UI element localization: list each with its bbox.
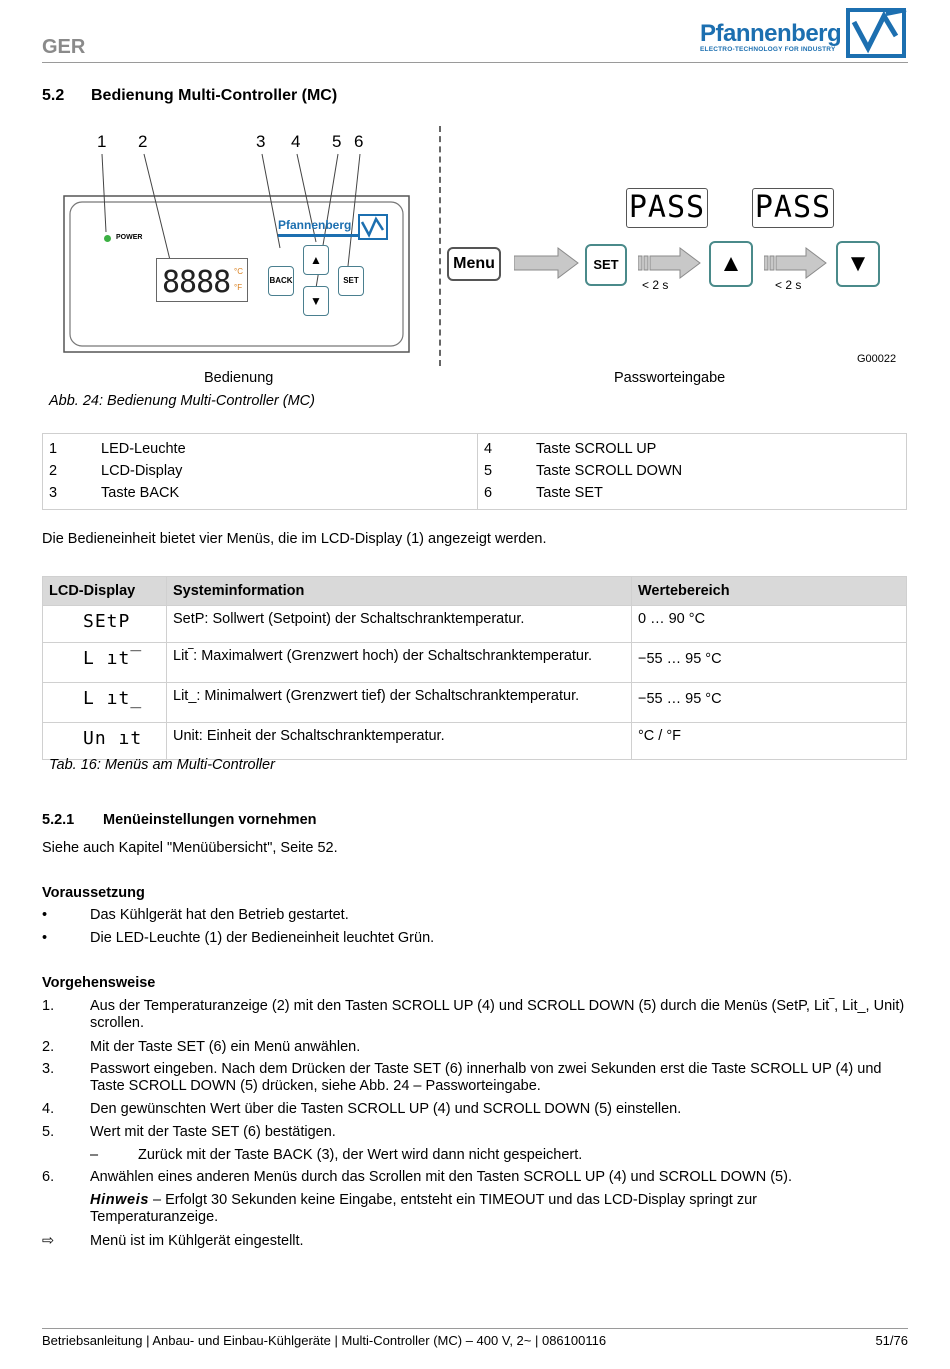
callout-5: 5 — [332, 132, 342, 151]
sub-step-text: Zurück mit der Taste BACK (3), der Wert wird dann nicht gespeichert. — [138, 1147, 583, 1163]
legend-text: LCD-Display — [95, 460, 478, 482]
value-range: −55 … 95 °C — [632, 643, 907, 683]
step-text: Anwählen eines anderen Menüs durch das Scrollen mit den Tasten SCROLL UP (4) und SCROLL DOWN (5). — [90, 1169, 792, 1185]
section-title: Bedienung Multi-Controller (MC) — [91, 87, 338, 104]
system-info: Lit‾: Maximalwert (Grenzwert hoch) der Schaltschranktemperatur. — [167, 643, 632, 683]
callout-2: 2 — [138, 132, 148, 151]
lcd-code: L ıt_ — [43, 683, 167, 723]
table-row — [43, 482, 907, 510]
table-caption: Tab. 16: Menüs am Multi-Controller — [49, 757, 275, 773]
table-header-row — [43, 577, 907, 606]
legend-table — [42, 433, 907, 510]
table-row — [43, 643, 907, 683]
step-number: 5. — [42, 1124, 55, 1140]
lcd-code: L ıt‾ — [43, 643, 167, 683]
lcd-code: SEtP — [43, 606, 167, 643]
step-text: Wert mit der Taste SET (6) bestätigen. — [90, 1124, 336, 1140]
step-text: Mit der Taste SET (6) ein Menü anwählen. — [90, 1039, 361, 1055]
sub-step-dash: – — [90, 1147, 99, 1163]
down-arrow-icon: ▼ — [846, 250, 870, 277]
footer-text: Betriebsanleitung | Anbau- und Einbau-Kühlgeräte | Multi-Controller (MC) – 400 V, 2~ | 086100116 — [42, 1333, 607, 1348]
procedure-heading: Vorgehensweise — [42, 975, 156, 991]
scroll-down-key — [836, 241, 880, 287]
scroll-up-key — [709, 241, 753, 287]
down-arrow-icon: ▼ — [310, 294, 322, 308]
pass-display-2: PASS — [752, 188, 834, 228]
lcd-display — [156, 258, 248, 302]
figure-id: G00022 — [857, 353, 897, 365]
panel-logo-icon — [358, 214, 388, 240]
note — [90, 1192, 860, 1226]
column-header: LCD-Display — [43, 577, 167, 606]
legend-num: 1 — [43, 434, 96, 461]
step-number: 4. — [42, 1101, 55, 1117]
callout-3: 3 — [256, 132, 266, 151]
see-also-text: Siehe auch Kapitel "Menüübersicht", Seite 52. — [42, 840, 338, 856]
lcd-code: Un ıt — [43, 723, 167, 760]
prereq-text: Das Kühlgerät hat den Betrieb gestartet. — [90, 907, 349, 923]
legend-text: LED-Leuchte — [95, 434, 478, 461]
callout-lines — [42, 120, 442, 380]
header-rule — [42, 62, 908, 63]
time-label-2: < 2 s — [775, 278, 802, 292]
figure-separator — [439, 126, 441, 366]
lcd-digits: 8888 — [162, 265, 231, 300]
callout-6: 6 — [354, 132, 364, 151]
callout-1: 1 — [97, 132, 107, 151]
step-number: 2. — [42, 1039, 55, 1055]
timed-arrow-icon — [764, 246, 828, 280]
value-range: °C / °F — [632, 723, 907, 760]
footer-rule — [42, 1328, 908, 1329]
subsection-number: 5.2.1 — [42, 812, 75, 828]
legend-text: Taste BACK — [95, 482, 478, 510]
step-number: 3. — [42, 1061, 55, 1077]
figure-left-label: Bedienung — [204, 370, 274, 386]
power-label: POWER — [116, 234, 143, 241]
bullet-icon: • — [42, 930, 48, 946]
pass-display-1: PASS — [626, 188, 708, 228]
menu-table — [42, 576, 907, 760]
system-info: SetP: Sollwert (Setpoint) der Schaltschranktemperatur. — [167, 606, 632, 643]
callout-4: 4 — [291, 132, 301, 151]
subsection-title: Menüeinstellungen vornehmen — [103, 812, 317, 828]
unit-fahrenheit: °F — [234, 283, 243, 292]
step-number: 1. — [42, 998, 55, 1014]
timed-arrow-icon — [638, 246, 702, 280]
logo-tagline: ELECTRO-TECHNOLOGY FOR INDUSTRY — [700, 46, 836, 53]
prereq-heading: Voraussetzung — [42, 885, 145, 901]
section-number: 5.2 — [42, 87, 65, 104]
note-label: Hinweis — [90, 1192, 149, 1208]
time-label-1: < 2 s — [642, 278, 669, 292]
menu-key: Menu — [447, 247, 501, 281]
up-arrow-icon: ▲ — [310, 253, 322, 267]
system-info: Unit: Einheit der Schaltschranktemperatur. — [167, 723, 632, 760]
table-row — [43, 723, 907, 760]
prereq-text: Die LED-Leuchte (1) der Bedieneinheit leuchtet Grün. — [90, 930, 435, 946]
step-text: Aus der Temperaturanzeige (2) mit den Tasten SCROLL UP (4) und SCROLL DOWN (5) durch die Menüs (SetP, Lit‾, Lit_, Unit) scrollen. — [90, 998, 905, 1031]
scroll-down-button[interactable] — [303, 286, 329, 316]
step-text: Passwort eingeben. Nach dem Drücken der Taste SET (6) innerhalb von zwei Sekunden erst die Taste SCROLL UP (4) und Taste SCROLL DOWN (5) drücken, siehe Abb. 24 – Passworteingabe. — [90, 1061, 882, 1094]
language-code: GER — [42, 36, 86, 58]
power-led — [104, 235, 111, 242]
set-key: SET — [585, 244, 627, 286]
table-row — [43, 683, 907, 723]
step-number: 6. — [42, 1169, 55, 1185]
panel-brand-underline — [278, 234, 358, 237]
logo-name: Pfannenberg — [700, 20, 842, 47]
legend-text: Taste SCROLL UP — [530, 434, 907, 461]
legend-num: 4 — [478, 434, 531, 461]
legend-num: 3 — [43, 482, 96, 510]
set-button[interactable]: SET — [338, 266, 364, 296]
bullet-icon: • — [42, 907, 48, 923]
legend-text: Taste SET — [530, 482, 907, 510]
back-button[interactable]: BACK — [268, 266, 294, 296]
unit-celsius: °C — [234, 267, 243, 276]
step-text: Den gewünschten Wert über die Tasten SCROLL UP (4) und SCROLL DOWN (5) einstellen. — [90, 1101, 682, 1117]
scroll-up-button[interactable] — [303, 245, 329, 275]
table-row — [43, 460, 907, 482]
legend-num: 2 — [43, 460, 96, 482]
result-arrow-icon: ⇨ — [42, 1233, 55, 1249]
figure-right-label: Passworteingabe — [614, 370, 726, 386]
value-range: −55 … 95 °C — [632, 683, 907, 723]
legend-num: 5 — [484, 463, 493, 479]
intro-text: Die Bedieneinheit bietet vier Menüs, die im LCD-Display (1) angezeigt werden. — [42, 531, 547, 547]
arrow-icon — [514, 246, 580, 280]
legend-num: 6 — [478, 482, 531, 510]
figure-24 — [42, 120, 908, 380]
column-header: Systeminformation — [167, 577, 632, 606]
figure-caption: Abb. 24: Bedienung Multi-Controller (MC) — [49, 393, 315, 409]
page-number: 51/76 — [875, 1333, 908, 1348]
column-header: Wertebereich — [632, 577, 907, 606]
legend-text: Taste SCROLL DOWN — [530, 460, 907, 482]
table-row — [43, 434, 907, 461]
panel-brand: Pfannenberg — [278, 218, 352, 232]
value-range: 0 … 90 °C — [632, 606, 907, 643]
company-logo — [698, 8, 908, 58]
up-arrow-icon: ▲ — [719, 250, 743, 277]
system-info: Lit_: Minimalwert (Grenzwert tief) der Schaltschranktemperatur. — [167, 683, 632, 723]
table-row — [43, 606, 907, 643]
note-text: – Erfolgt 30 Sekunden keine Eingabe, entsteht ein TIMEOUT und das LCD-Display springt zur Temperaturanzeige. — [90, 1192, 757, 1225]
logo-mark-icon — [846, 8, 908, 58]
result-text: Menü ist im Kühlgerät eingestellt. — [90, 1233, 304, 1249]
